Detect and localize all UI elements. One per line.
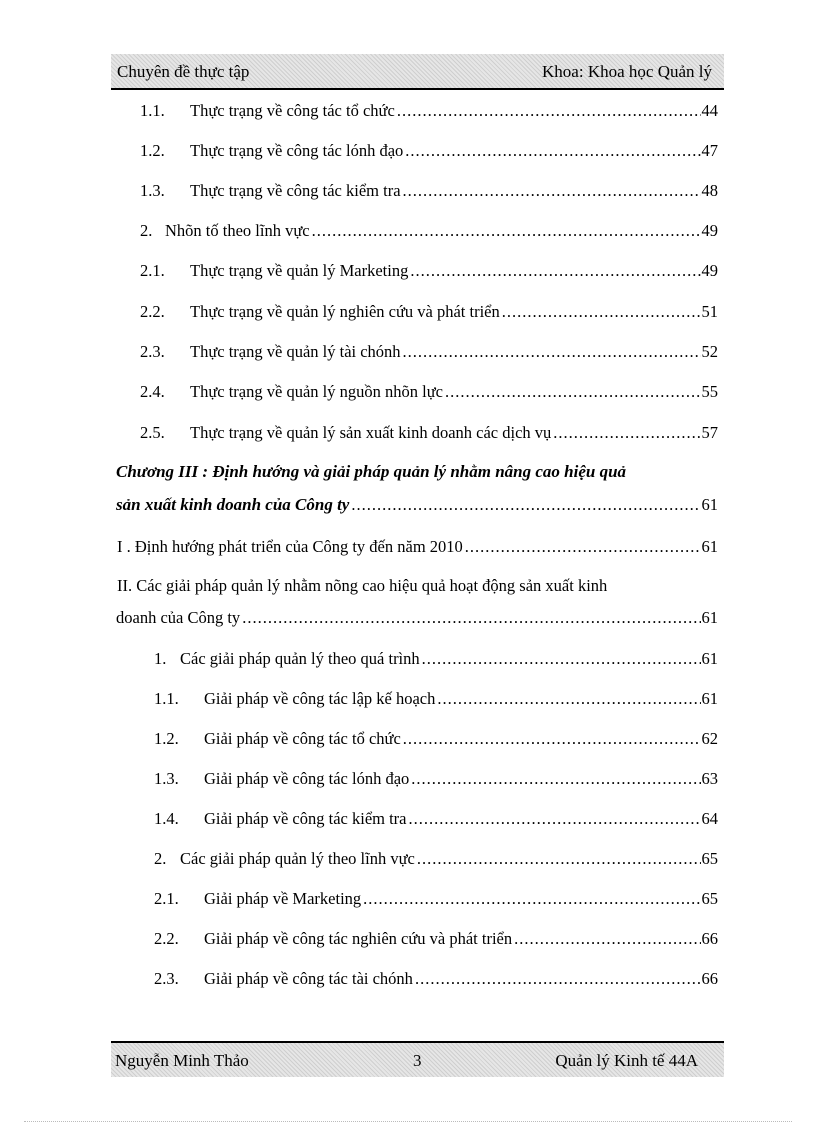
toc-page: 64	[701, 809, 718, 828]
toc-entry	[154, 809, 718, 829]
toc-title: Giải pháp về công tác nghiên cứu và phát triển	[204, 929, 513, 948]
toc-page: 61	[701, 537, 718, 556]
toc-entry	[154, 689, 718, 709]
toc-page: 48	[701, 181, 718, 200]
page-header	[111, 54, 724, 90]
toc-section-entry	[117, 537, 718, 557]
toc-title: Thực trạng về quản lý tài chónh	[190, 342, 401, 361]
chapter-heading-line1: Chương III : Định hướng và giải pháp quản lý nhằm nâng cao hiệu quả	[116, 462, 627, 481]
toc-number: 1.1.	[154, 689, 179, 708]
page-bottom-border	[24, 1121, 792, 1122]
toc-title: Thực trạng về quản lý Marketing	[190, 261, 409, 280]
toc-entry	[154, 929, 718, 949]
toc-number: 1.3.	[154, 769, 179, 788]
toc-entry	[154, 969, 718, 989]
toc-entry	[154, 769, 718, 789]
toc-title: Thực trạng về quản lý nguồn nhõn lực	[190, 382, 443, 401]
toc-number: 2.2.	[154, 929, 179, 948]
toc-title: Các giải pháp quản lý theo lĩnh vực	[180, 849, 415, 868]
toc-page: 44	[701, 101, 718, 120]
toc-title: Thực trạng về công tác kiểm tra	[190, 181, 401, 200]
toc-number: 2.1.	[140, 261, 165, 280]
toc-page: 49	[701, 221, 718, 240]
toc-leader	[312, 221, 701, 241]
header-left: Chuyên đề thực tập	[117, 62, 250, 81]
footer-page-number: 3	[413, 1051, 422, 1070]
toc-entry	[140, 101, 718, 121]
toc-title: Giải pháp về công tác lónh đạo	[204, 769, 410, 788]
toc-leader	[403, 729, 701, 749]
toc-title: Thực trạng về công tác lónh đạo	[190, 141, 404, 160]
toc-leader	[553, 423, 700, 443]
toc-page: 66	[701, 929, 718, 948]
toc-leader	[422, 649, 701, 669]
toc-leader	[445, 382, 701, 402]
toc-leader	[363, 889, 700, 909]
toc-leader	[397, 101, 701, 121]
toc-leader	[417, 849, 701, 869]
toc-title: I . Định hướng phát triển của Công ty đến năm 2010	[117, 537, 463, 556]
toc-leader	[403, 181, 701, 201]
toc-page: 62	[701, 729, 718, 748]
toc-section-line1: II. Các giải pháp quản lý nhằm nõng cao hiệu quả hoạt động sản xuất kinh	[117, 576, 608, 595]
toc-entry	[140, 302, 718, 322]
toc-entry	[154, 649, 718, 669]
footer-class: Quản lý Kinh tế 44A	[555, 1051, 698, 1070]
toc-entry	[140, 141, 718, 161]
toc-title: Thực trạng về quản lý nghiên cứu và phát triển	[190, 302, 500, 321]
toc-page: 49	[701, 261, 718, 280]
toc-leader	[514, 929, 700, 949]
toc-page: 47	[701, 141, 718, 160]
toc-title: Giải pháp về công tác lập kế hoạch	[204, 689, 436, 708]
toc-entry	[140, 181, 718, 201]
toc-number: 2.	[154, 849, 167, 868]
toc-page: 65	[701, 889, 718, 908]
toc-number: 2.3.	[154, 969, 179, 988]
toc-entry	[140, 261, 718, 281]
toc-number: 1.1.	[140, 101, 165, 120]
toc-number: 2.4.	[140, 382, 165, 401]
toc-leader	[411, 769, 700, 789]
toc-title: Thực trạng về công tác tổ chức	[190, 101, 395, 120]
toc-leader	[415, 969, 701, 989]
toc-page: 57	[701, 423, 718, 442]
toc-title: Giải pháp về công tác tổ chức	[204, 729, 401, 748]
toc-number: 1.4.	[154, 809, 179, 828]
toc-leader	[242, 608, 700, 628]
toc-page: 61	[701, 649, 718, 668]
toc-leader	[351, 495, 700, 515]
toc-number: 2.3.	[140, 342, 165, 361]
toc-page: 63	[701, 769, 718, 788]
toc-page: 61	[701, 608, 718, 627]
toc-section-line2: doanh của Công ty	[116, 608, 241, 627]
toc-number: 1.2.	[140, 141, 165, 160]
toc-entry	[154, 889, 718, 909]
toc-page: 52	[701, 342, 718, 361]
toc-leader	[405, 141, 700, 161]
toc-page: 66	[701, 969, 718, 988]
toc-leader	[465, 537, 701, 557]
page-footer	[111, 1041, 724, 1077]
toc-number: 2.1.	[154, 889, 179, 908]
toc-leader	[403, 342, 701, 362]
chapter-heading-entry	[116, 495, 718, 515]
toc-entry	[140, 423, 718, 443]
toc-leader	[502, 302, 701, 322]
toc-page: 61	[701, 495, 718, 514]
chapter-heading-line2: sản xuất kinh doanh của Công ty	[116, 495, 350, 514]
toc-number: 2.5.	[140, 423, 165, 442]
toc-entry	[154, 729, 718, 749]
toc-leader	[437, 689, 700, 709]
toc-entry	[140, 342, 718, 362]
toc-section-entry	[116, 608, 718, 628]
toc-number: 2.2.	[140, 302, 165, 321]
toc-page: 51	[701, 302, 718, 321]
toc-number: 1.	[154, 649, 167, 668]
toc-entry	[140, 382, 718, 402]
toc-entry	[154, 849, 718, 869]
toc-title: Thực trạng về quản lý sản xuất kinh doanh các dịch vụ	[190, 423, 552, 442]
toc-leader	[410, 261, 700, 281]
toc-page: 55	[701, 382, 718, 401]
toc-number: 2.	[140, 221, 153, 240]
toc-page: 61	[701, 689, 718, 708]
toc-number: 1.3.	[140, 181, 165, 200]
toc-entry	[140, 221, 718, 241]
toc-title: Giải pháp về công tác tài chónh	[204, 969, 413, 988]
toc-number: 1.2.	[154, 729, 179, 748]
toc-page: 65	[701, 849, 718, 868]
toc-title: Nhõn tố theo lĩnh vực	[165, 221, 310, 240]
toc-title: Giải pháp về Marketing	[204, 889, 362, 908]
toc-leader	[409, 809, 701, 829]
footer-author: Nguyễn Minh Thảo	[115, 1051, 249, 1070]
toc-title: Giải pháp về công tác kiểm tra	[204, 809, 407, 828]
header-right: Khoa: Khoa học Quản lý	[542, 62, 712, 81]
toc-title: Các giải pháp quản lý theo quá trình	[180, 649, 420, 668]
